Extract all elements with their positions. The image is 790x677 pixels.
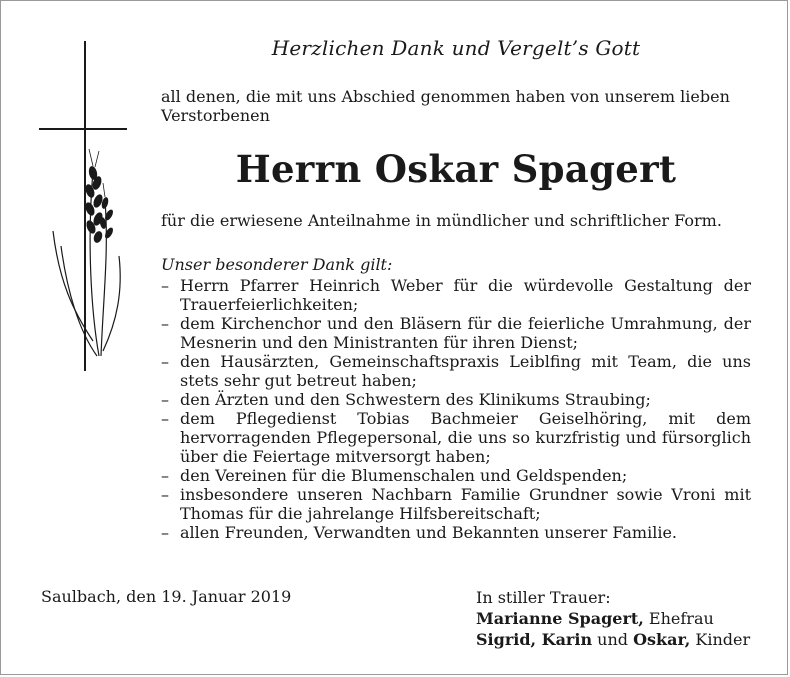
intro-text: all denen, die mit uns Abschied genommen haben von unserem lieben Verstorbenen	[161, 87, 730, 125]
list-item: – den Vereinen für die Blumenschalen und Geldspenden;	[161, 466, 628, 485]
deceased-name: Herrn Oskar Spagert	[235, 147, 677, 191]
list-item: – den Hausärzten, Gemeinschaftspraxis Leiblfing mit Team, die uns stets sehr gut betreut haben;	[161, 352, 751, 390]
list-item: – den Ärzten und den Schwestern des Klinikums Straubing;	[161, 390, 651, 409]
thank-you-heading: Herzlichen Dank und Vergelt’s Gott	[271, 36, 641, 60]
list-item: – insbesondere unseren Nachbarn Familie Grundner sowie Vroni mit Thomas für die jahrelange Hilfsbereitschaft;	[161, 485, 751, 523]
mourners-block	[476, 587, 750, 650]
special-thanks-list	[161, 276, 751, 542]
cross-with-wheat-icon	[39, 41, 131, 371]
list-item: – dem Pflegedienst Tobias Bachmeier Geiselhöring, mit dem hervorragenden Pflegepersonal, die uns so kurzfristig und fürsorglich über die Feiertage mitversorgt haben;	[161, 409, 751, 466]
list-item: – Herrn Pfarrer Heinrich Weber für die würdevolle Gestaltung der Trauerfeierlichkeiten;	[161, 276, 751, 314]
list-item: – dem Kirchenchor und den Bläsern für die feierliche Umrahmung, der Mesnerin und den Ministranten für ihren Dienst;	[161, 314, 751, 352]
place-and-date: Saulbach, den 19. Januar 2019	[41, 587, 292, 606]
mourner-children: Sigrid, Karin und Oskar, Kinder	[476, 630, 751, 649]
mourning-label: In stiller Trauer:	[476, 588, 611, 607]
thanks-for-text: für die erwiesene Anteilnahme in mündlicher und schriftlicher Form.	[161, 211, 722, 230]
mourner-spouse: Marianne Spagert, Ehefrau	[476, 609, 714, 628]
list-item: – allen Freunden, Verwandten und Bekannten unserer Familie.	[161, 523, 677, 542]
special-thanks-heading: Unser besonderer Dank gilt:	[161, 255, 393, 274]
